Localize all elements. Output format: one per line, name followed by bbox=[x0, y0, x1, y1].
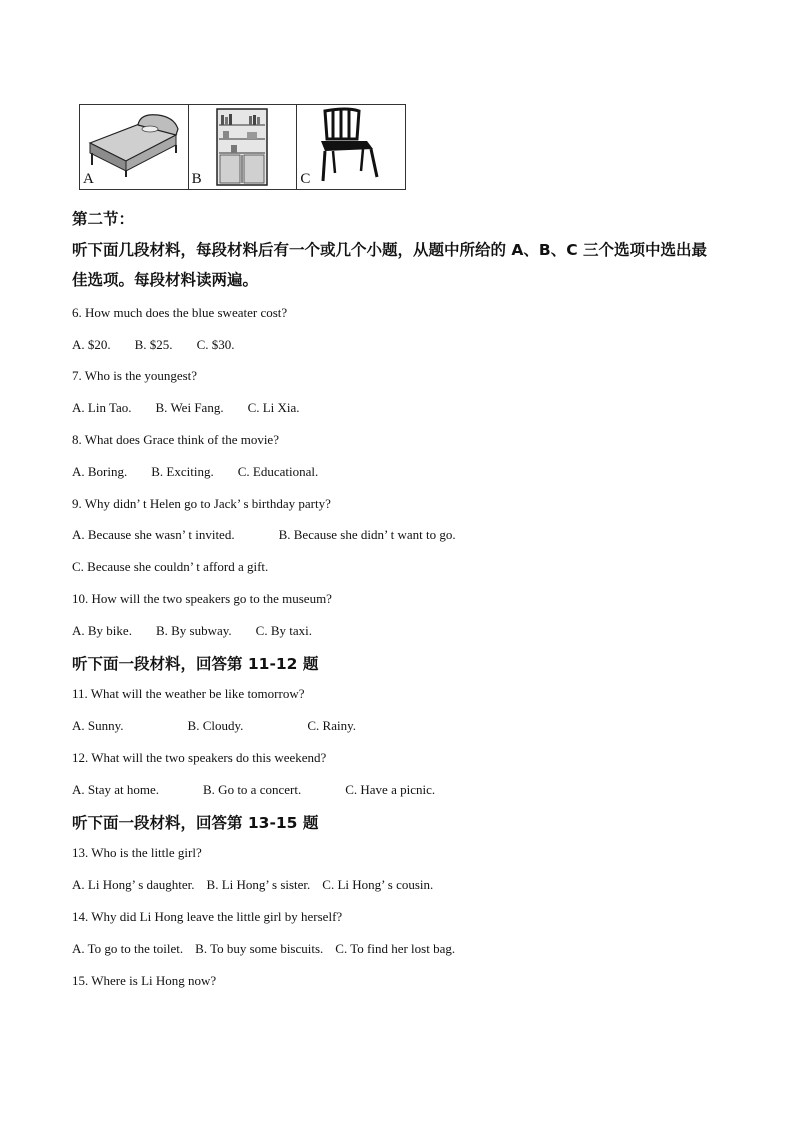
picture-a bbox=[80, 105, 189, 189]
q11-option-b[interactable]: B. Cloudy. bbox=[187, 718, 244, 733]
q12-option-a[interactable]: A. Stay at home. bbox=[72, 782, 160, 797]
q10-option-a[interactable]: A. By bike. bbox=[72, 623, 132, 638]
q7-option-a[interactable]: A. Lin Tao. bbox=[72, 400, 132, 415]
q14-option-b[interactable]: B. To buy some biscuits. bbox=[195, 941, 324, 956]
question-15: 15. Where is Li Hong now? bbox=[72, 973, 217, 988]
q13-option-a[interactable]: A. Li Hong’ s daughter. bbox=[72, 877, 195, 892]
question-11-options bbox=[72, 718, 380, 734]
q13-option-c[interactable]: C. Li Hong’ s cousin. bbox=[322, 877, 434, 892]
q9-option-a[interactable]: A. Because she wasn’ t invited. bbox=[72, 527, 235, 542]
question-9-options bbox=[72, 527, 480, 543]
question-8: 8. What does Grace think of the movie? bbox=[72, 432, 279, 447]
q12-option-c[interactable]: C. Have a picnic. bbox=[345, 782, 436, 797]
q6-option-b[interactable]: B. $25. bbox=[134, 337, 173, 352]
group-heading-11-12: 听下面一段材料，回答第 11-12 题 bbox=[72, 655, 319, 673]
question-12: 12. What will the two speakers do this weekend? bbox=[72, 750, 327, 765]
picture-options bbox=[79, 104, 406, 190]
q6-option-a[interactable]: A. $20. bbox=[72, 337, 111, 352]
instructions-line-1: 听下面几段材料，每段材料后有一个或几个小题，从题中所给的 A、B、C 三个选项中选出最 bbox=[72, 241, 707, 259]
q7-option-b[interactable]: B. Wei Fang. bbox=[155, 400, 224, 415]
q8-option-b[interactable]: B. Exciting. bbox=[151, 464, 214, 479]
q6-option-c[interactable]: C. $30. bbox=[196, 337, 235, 352]
group-heading-13-15: 听下面一段材料，回答第 13-15 题 bbox=[72, 814, 319, 832]
picture-a-label: A bbox=[83, 171, 94, 187]
question-9: 9. Why didn’ t Helen go to Jack’ s birthday party? bbox=[72, 496, 331, 511]
q12-option-b[interactable]: B. Go to a concert. bbox=[203, 782, 302, 797]
q8-option-a[interactable]: A. Boring. bbox=[72, 464, 128, 479]
question-6: 6. How much does the blue sweater cost? bbox=[72, 305, 288, 320]
question-10-options bbox=[72, 623, 336, 639]
question-6-options bbox=[72, 337, 258, 353]
question-12-options bbox=[72, 782, 459, 798]
picture-b-label: B bbox=[191, 171, 202, 187]
q9-option-b[interactable]: B. Because she didn’ t want to go. bbox=[278, 527, 456, 542]
bookcase-icon bbox=[189, 105, 297, 189]
section-title: 第二节： bbox=[72, 210, 135, 228]
q14-option-c[interactable]: C. To find her lost bag. bbox=[335, 941, 456, 956]
instructions-line-2: 佳选项。每段材料读两遍。 bbox=[72, 271, 259, 289]
question-14: 14. Why did Li Hong leave the little girl by herself? bbox=[72, 909, 343, 924]
q11-option-a[interactable]: A. Sunny. bbox=[72, 718, 124, 733]
q10-option-b[interactable]: B. By subway. bbox=[155, 623, 232, 638]
q11-option-c[interactable]: C. Rainy. bbox=[307, 718, 357, 733]
picture-c-label: C bbox=[300, 171, 311, 187]
question-13: 13. Who is the little girl? bbox=[72, 845, 202, 860]
question-8-options bbox=[72, 464, 342, 480]
q10-option-c[interactable]: C. By taxi. bbox=[255, 623, 313, 638]
question-9-option-c-row bbox=[72, 559, 292, 575]
question-14-options bbox=[72, 941, 479, 957]
question-10: 10. How will the two speakers go to the museum? bbox=[72, 591, 332, 606]
q14-option-a[interactable]: A. To go to the toilet. bbox=[72, 941, 184, 956]
chair-icon bbox=[297, 105, 405, 189]
bed-icon bbox=[80, 105, 188, 189]
question-13-options bbox=[72, 877, 457, 893]
picture-c bbox=[297, 105, 405, 189]
q13-option-b[interactable]: B. Li Hong’ s sister. bbox=[206, 877, 311, 892]
question-7: 7. Who is the youngest? bbox=[72, 368, 198, 383]
question-11: 11. What will the weather be like tomorrow? bbox=[72, 686, 305, 701]
q8-option-c[interactable]: C. Educational. bbox=[237, 464, 319, 479]
question-7-options bbox=[72, 400, 324, 416]
q7-option-c[interactable]: C. Li Xia. bbox=[247, 400, 300, 415]
picture-b bbox=[189, 105, 298, 189]
q9-option-c[interactable]: C. Because she couldn’ t afford a gift. bbox=[72, 559, 269, 574]
